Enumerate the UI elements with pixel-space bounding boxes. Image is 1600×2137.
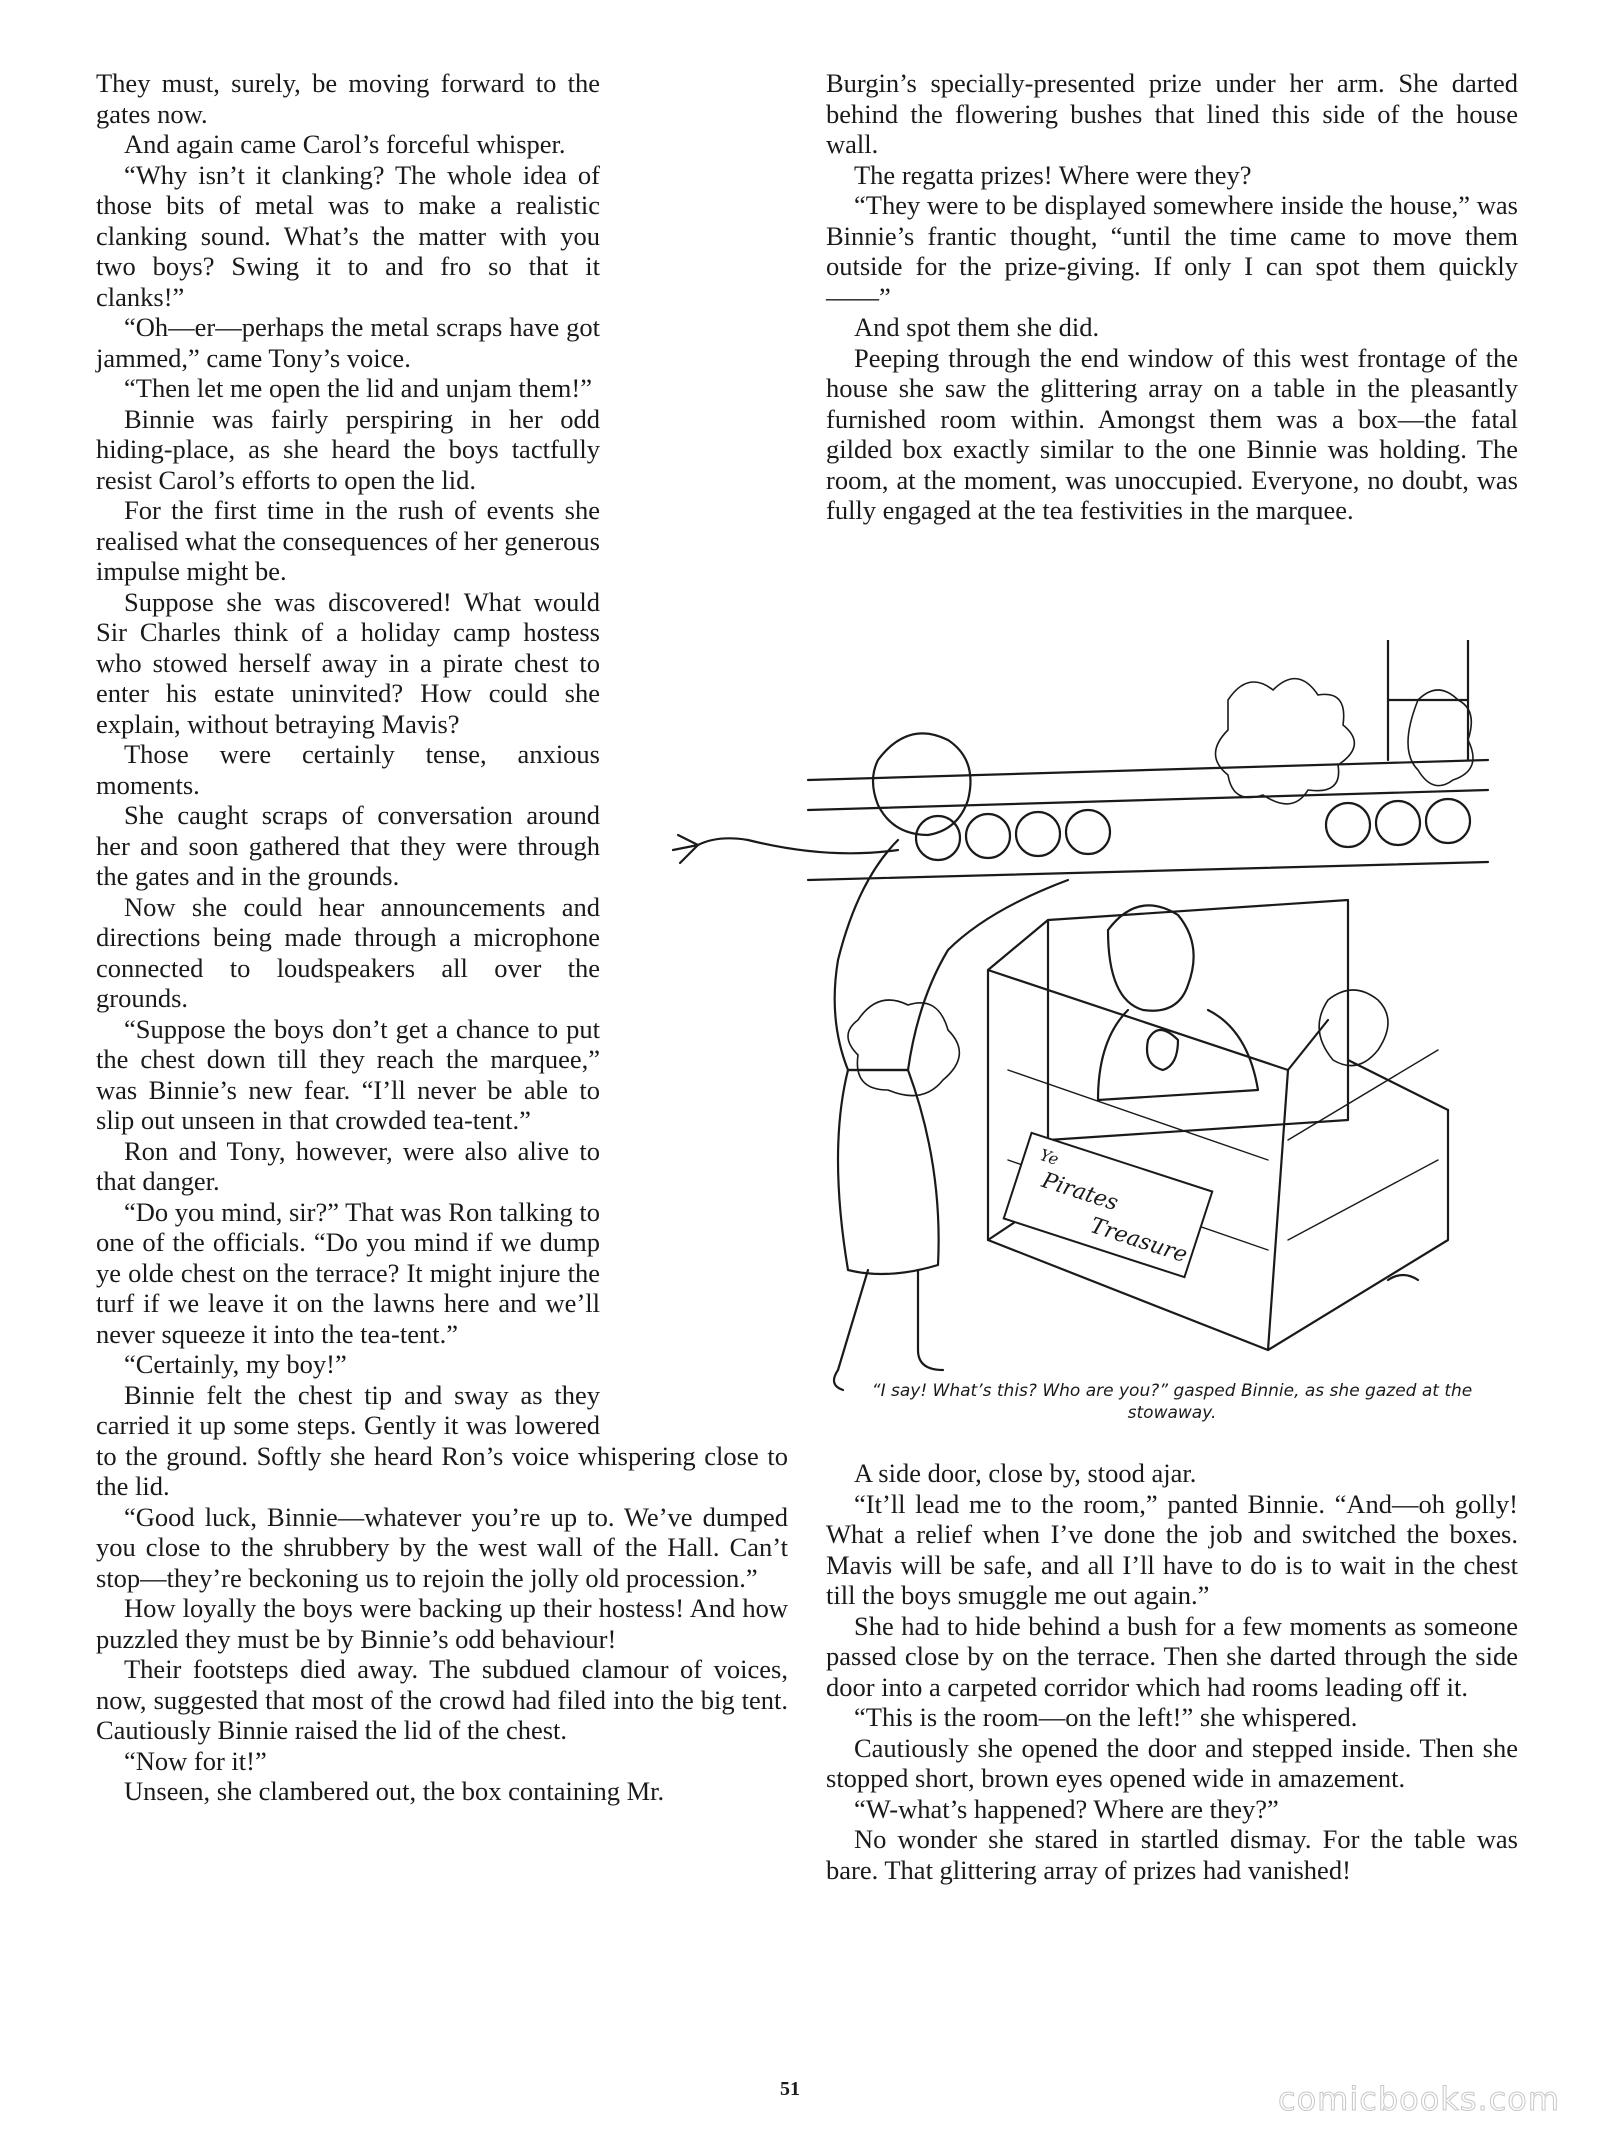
paragraph: “They were to be displayed somewhere inside the house,” was Binnie’s frantic thought, “until the time came to move them outside for the prize-giving. If only I can spot them quickly——” [826, 190, 1518, 312]
paragraph: “Certainly, my boy!” [124, 1349, 347, 1379]
paragraph: Binnie was fairly perspiring in her odd hiding-place, as she heard the boys tactfully resist Carol’s efforts to open the lid. [96, 403, 600, 495]
paragraph: She had to hide behind a bush for a few moments as someone passed close by on the terrace. Then she darted through the side door into a carpeted corridor which had rooms leading off it. [826, 1610, 1518, 1702]
paragraph: She caught scraps of conversation around her and soon gathered that they were through the gates and in the grounds. [96, 800, 600, 891]
paragraph: They must, surely, be moving forward to the gates now. [96, 68, 600, 129]
window-frame [1388, 640, 1468, 760]
chest-label-line2: Pirates [1038, 1168, 1122, 1217]
mavis-figure [1098, 905, 1258, 1100]
paragraph: “W-what’s happened? Where are they?” [854, 1793, 1279, 1824]
balustrade [808, 760, 1488, 880]
paragraph: And spot them she did. [854, 312, 1100, 342]
paragraph: And again came Carol’s forceful whisper. [124, 129, 566, 159]
paragraph: The regatta prizes! Where were they? [854, 159, 1252, 190]
page-number: 51 [780, 2078, 800, 2100]
illustration-caption: “I say! What’s this? Who are you?” gasped Binnie, as she gazed at the stowaway. [871, 1381, 1473, 1423]
paragraph: Now she could hear announcements and directions being made through a microphone connected to loudspeakers all over the grounds. [96, 891, 600, 1013]
paragraph: “Good luck, Binnie—whatever you’re up to. We’ve dumped you close to the shrubbery by the west wall of the Hall. Can’t stop—they’re beckoning us to rejoin the jolly old procession.” [96, 1501, 788, 1593]
paragraph: Burgin’s specially-presented prize under her arm. She darted behind the flowering bushes that lined this side of the house wall. [826, 68, 1518, 159]
paragraph: “Do you mind, sir?” That was Ron talking to one of the officials. “Do you mind if we dump ye olde chest on the terrace? It might injure the turf if we leave it on the lawns here and we’ll never squeeze it into the tea-tent.” [96, 1196, 600, 1349]
pirate-chest [988, 900, 1448, 1350]
paragraph: How loyally the boys were backing up their hostess! And how puzzled they must be by Binnie’s odd behaviour! [96, 1593, 788, 1654]
paragraph: Ron and Tony, however, were also alive to that danger. [96, 1135, 600, 1196]
paragraph: “This is the room—on the left!” she whispered. [854, 1702, 1358, 1732]
paragraph: “Then let me open the lid and unjam them!” [124, 373, 593, 403]
paragraph: “Oh—er—perhaps the metal scraps have got jammed,” came Tony’s voice. [96, 312, 600, 373]
paragraph: For the first time in the rush of events she realised what the consequences of her generous impulse might be. [96, 495, 600, 586]
right-text-column-bottom [826, 1458, 1518, 1885]
paragraph: A side door, close by, stood ajar. [854, 1458, 1197, 1488]
story-illustration [628, 640, 1528, 1400]
paragraph: Binnie felt the chest tip and sway as they carried it up some steps. Gently it was lowered to the ground. Softly she heard Ron’s voice whispering close to the lid. [96, 1379, 788, 1501]
paragraph: No wonder she stared in startled dismay. For the table was bare. That glittering array of prizes had vanished! [826, 1824, 1518, 1885]
paragraph: “Suppose the boys don’t get a chance to put the chest down till they reach the marquee,” was Binnie’s new fear. “I’ll never be able to slip out unseen in that crowded tea-tent.” [96, 1013, 600, 1135]
paragraph: “Why isn’t it clanking? The whole idea of those bits of metal was to make a realistic clanking sound. What’s the matter with you two boys? Swing it to and fro so that it clanks!” [96, 159, 600, 312]
paragraph: Suppose she was discovered! What would Sir Charles think of a holiday camp hostess who stowed herself away in a pirate chest to enter his estate uninvited? How could she explain, without betraying Mavis? [96, 586, 600, 739]
right-text-column-top [826, 68, 1518, 526]
paragraph: Their footsteps died away. The subdued clamour of voices, now, suggested that most of the crowd had filed into the big tent. Cautiously Binnie raised the lid of the chest. [96, 1654, 788, 1745]
shrubbery [848, 679, 1473, 1096]
paragraph: Peeping through the end window of this west frontage of the house she saw the glittering array on a table in the pleasantly furnished room within. Amongst them was a box—the fatal gilded box exactly similar to the one Binnie was holding. The room, at the moment, was unoccupied. Everyone, no doubt, was fully engaged at the tea festivities in the marquee. [826, 342, 1518, 525]
paragraph: “Now for it!” [124, 1745, 267, 1776]
paragraph: Unseen, she clambered out, the box containing Mr. [124, 1776, 665, 1806]
watermark: comicbooks.com [1277, 2080, 1560, 2118]
chest-label [1004, 1133, 1213, 1277]
paragraph: Those were certainly tense, anxious moments. [96, 739, 600, 800]
chest-label-line3: Treasure [1087, 1213, 1191, 1269]
paragraph: Cautiously she opened the door and stepped inside. Then she stopped short, brown eyes opened wide in amazement. [826, 1732, 1518, 1793]
paragraph: “It’ll lead me to the room,” panted Binnie. “And—oh golly! What a relief when I’ve done the job and switched the boxes. Mavis will be safe, and all I’ll have to do is to wait in the chest till the boys smuggle me out again.” [826, 1488, 1518, 1610]
chest-label-line1: Ye [1037, 1145, 1062, 1169]
